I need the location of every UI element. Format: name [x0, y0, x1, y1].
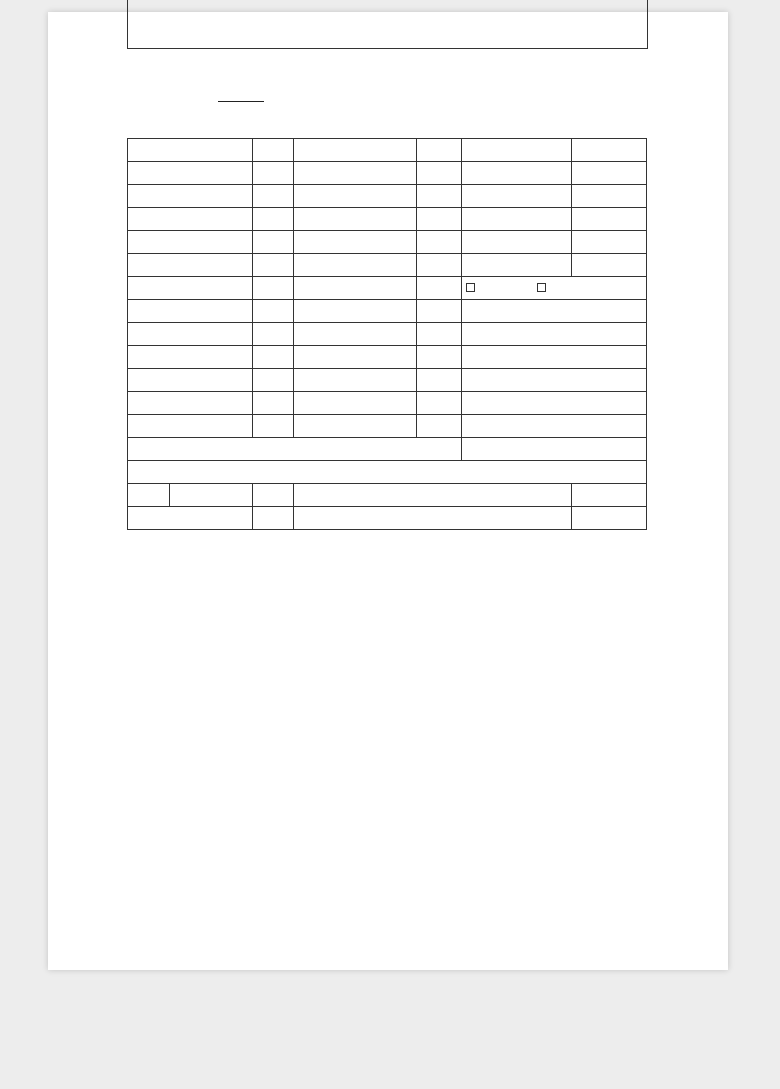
section-title: [128, 461, 647, 484]
eval-header-weight: [253, 484, 294, 507]
guest-unit-field: [462, 300, 647, 323]
companion-count-field: [462, 346, 647, 369]
eval-header-no: [128, 484, 170, 507]
sum-label: [128, 507, 253, 530]
lunch-checkbox[interactable]: [466, 283, 475, 292]
dish-row: [128, 254, 647, 277]
header-price-1: [253, 139, 294, 162]
dish-row: [128, 185, 647, 208]
private-room-field: [462, 392, 647, 415]
dinner-checkbox[interactable]: [537, 283, 546, 292]
chef-field: [462, 438, 647, 461]
eval-header-content: [294, 484, 572, 507]
header-drinks: [462, 139, 572, 162]
total-price-field: [128, 438, 462, 461]
header-dish-1: [128, 139, 253, 162]
sum-value: [253, 507, 294, 530]
guest-count-field: [462, 323, 647, 346]
meal-type-cell: [462, 277, 647, 300]
suggestion-box: [127, 0, 648, 49]
dish-row: [128, 231, 647, 254]
header-price-3: [572, 139, 647, 162]
title-blank-line: [218, 101, 264, 102]
dish-row: [128, 162, 647, 185]
eval-header-item: [170, 484, 253, 507]
host-field: [462, 369, 647, 392]
table-count-field: [462, 415, 647, 438]
eval-header-score: [572, 484, 647, 507]
record-table: [127, 138, 646, 530]
header-price-2: [417, 139, 462, 162]
header-dish-2: [294, 139, 417, 162]
dish-row: [128, 208, 647, 231]
